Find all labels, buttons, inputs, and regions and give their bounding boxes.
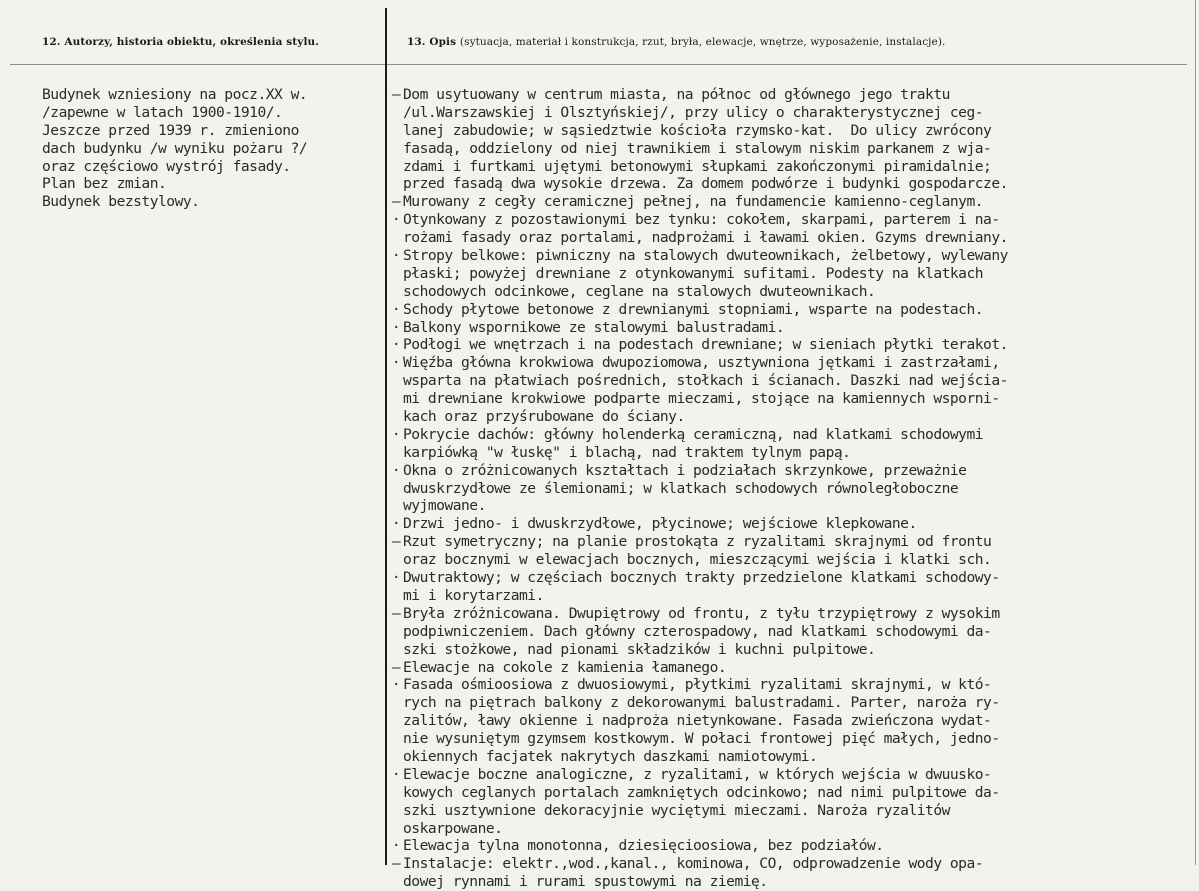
line-marker: · [391,354,401,372]
description-line [389,730,1189,748]
history-line: Budynek bezstylowy. [42,193,200,211]
description-line [389,265,1189,283]
line-marker: · [391,336,401,354]
page-edge [1195,0,1196,865]
line-text: Drzwi jedno- i dwuskrzydłowe, płycinowe; wejściowe klepkowane. [403,515,917,533]
line-marker: · [391,515,401,533]
line-marker: · [391,569,401,587]
header-rule-left [10,64,385,65]
description-line [389,372,1189,390]
line-marker: · [391,318,401,336]
line-text: Dwutraktowy; w częściach bocznych trakty przedzielone klatkami schodowy- [403,569,1000,587]
description-line [389,623,1189,641]
history-line: Budynek wzniesiony na pocz.XX w. [42,86,308,103]
description-line [389,855,1189,873]
description-line [389,480,1189,498]
section-12-number: 12. [42,36,61,48]
line-marker: · [391,676,401,694]
description-line [389,283,1189,301]
line-text: Schody płytowe betonowe z drewnianymi stopniami, wsparte na podestach. [403,300,984,318]
description-line [389,336,1189,354]
line-text: oraz bocznymi w elewacjach bocznych, mieszczącymi wejścia i klatki sch. [403,551,992,569]
line-text: kowych ceglanych portalach zamkniętych odcinkowo; nad nimi pulpitowe da- [403,783,1000,801]
line-text: Balkony wspornikowe ze stalowymi balustradami. [403,318,785,336]
description-line [389,605,1189,623]
history-line: Plan bez zmian. [42,175,167,193]
description-line [389,122,1189,140]
description-line [389,211,1189,229]
line-text: oskarpowane. [403,819,503,837]
section-13-header [407,36,945,48]
line-text: okiennych facjatek nakrytych daszkami namiotowymi. [403,747,818,765]
description-line [389,515,1189,533]
line-marker: — [391,604,401,622]
description-line [389,533,1189,551]
line-marker: · [391,765,401,783]
line-text: rożami fasady oraz portalami, nadprożami i ławami okien. Gzyms drewniany. [403,229,1008,247]
description-line [389,301,1189,319]
description-line [389,408,1189,426]
line-text: Instalacje: elektr.,wod.,kanal., kominowa, CO, odprowadzenie wody opa- [403,855,984,873]
description-line [389,802,1189,820]
section-12-title: Autorzy, historia obiektu, określenia stylu. [64,36,320,48]
line-text: Więźba główna krokwiowa dwupoziomowa, usztywniona jętkami i zastrzałami, [403,354,1000,372]
description-line [389,354,1189,372]
line-text: szki usztywnione dekoracyjnie wyciętymi mieczami. Naroża ryzalitów [403,801,950,819]
line-text: Pokrycie dachów: główny holenderką ceramiczną, nad klatkami schodowymi [403,425,984,443]
description-line [389,140,1189,158]
description-line [389,193,1189,211]
line-text: wsparta na płatwiach pośrednich, stołkach i ścianach. Daszki nad wejścia- [403,372,1008,390]
header-rule-right [387,64,1187,65]
line-text: Fasada ośmioosiowa z dwuosiowymi, płytkimi ryzalitami skrajnymi, w któ- [403,676,992,694]
description-text [389,86,1189,891]
line-marker: · [391,461,401,479]
line-marker: — [391,658,401,676]
line-marker: — [391,86,401,103]
line-text: wyjmowane. [403,497,486,515]
description-line [389,462,1189,480]
line-text: rych na piętrach balkony z dekorowanymi balustradami. Parter, naroża ry- [403,694,1000,712]
description-line [389,587,1189,605]
line-text: szki stożkowe, nad pionami składzików i kuchni pulpitowe. [403,640,876,658]
description-line [389,820,1189,838]
line-text: mi i korytarzami. [403,586,544,604]
line-text: Murowany z cegły ceramicznej pełnej, na fundamencie kamienno-ceglanym. [403,193,984,211]
line-marker: · [391,425,401,443]
line-text: Elewacje na cokole z kamienia łamanego. [403,658,727,676]
line-text: podpiwniczeniem. Dach główny czterospadowy, nad klatkami schodowymi da- [403,622,992,640]
description-line [389,158,1189,176]
line-text: Elewacja tylna monotonna, dziesięcioosiowa, bez podziałów. [403,837,884,855]
column-divider [385,8,387,865]
description-line [389,319,1189,337]
line-text: karpiówką "w łuskę" i blachą, nad traktem tylnym papą. [403,443,851,461]
line-marker: · [391,837,401,855]
description-line [389,712,1189,730]
description-line [389,175,1189,193]
line-marker: · [391,211,401,229]
line-marker: — [391,855,401,873]
description-line [389,569,1189,587]
section-13-title: (sytuacja, materiał i konstrukcja, rzut, bryła, elewacje, wnętrze, wyposażenie, instalacje). [459,36,946,48]
line-text: fasadą, oddzielony od niej trawnikiem i stalowym niskim parkanem z wja- [403,139,992,157]
description-line [389,766,1189,784]
line-text: /ul.Warszawskiej i Olsztyńskiej/, przy ulicy o charakterystycznej ceg- [403,103,984,121]
description-line [389,551,1189,569]
description-line [389,426,1189,444]
description-line [389,676,1189,694]
line-marker: · [391,300,401,318]
section-13-number: 13. Opis [407,36,457,48]
line-text: dwuskrzydłowe ze ślemionami; w klatkach schodowych równoległoboczne [403,479,959,497]
line-marker: — [391,193,401,211]
line-text: zdami i furtkami ujętymi betonowymi słupkami zakończonymi piramidalnie; [403,157,992,175]
line-text: mi drewniane krokwiowe podparte mieczami, stojące na kamiennych wsporni- [403,390,1000,408]
description-line [389,641,1189,659]
line-text: zalitów, ławy okienne i nadproża nietynkowane. Fasada zwieńczona wydat- [403,712,992,730]
line-text: Rzut symetryczny; na planie prostokąta z ryzalitami skrajnymi od frontu [403,533,992,551]
description-line [389,104,1189,122]
line-text: Okna o zróżnicowanych kształtach i podziałach skrzynkowe, przeważnie [403,461,967,479]
line-text: Podłogi we wnętrzach i na podestach drewniane; w sieniach płytki terakot. [403,336,1008,354]
history-line: dach budynku /w wyniku pożaru ?/ [42,139,308,157]
section-12-header [42,36,319,48]
description-line [389,444,1189,462]
line-text: przed fasadą dwa wysokie drzewa. Za domem podwórze i budynki gospodarcze. [403,175,1008,193]
line-text: kach oraz przyśrubowane do ściany. [403,408,685,426]
line-marker: · [391,247,401,265]
description-line [389,748,1189,766]
line-text: nie wysuniętym gzymsem kostkowym. W połaci frontowej pięć małych, jedno- [403,730,1000,748]
line-text: dowej rynnami i rurami spustowymi na ziemię. [403,873,768,891]
history-line: Jeszcze przed 1939 r. zmieniono [42,121,299,139]
line-text: Elewacje boczne analogiczne, z ryzalitami, w których wejścia w dwuusko- [403,765,992,783]
line-text: Stropy belkowe: piwniczny na stalowych dwuteownikach, żelbetowy, wylewany [403,247,1008,265]
description-line [389,390,1189,408]
description-line [389,229,1189,247]
line-text: Dom usytuowany w centrum miasta, na północ od głównego jego traktu [403,86,950,103]
history-line: oraz częściowo wystrój fasady. [42,157,291,175]
line-text: płaski; powyżej drewniane z otynkowanymi sufitami. Podesty na klatkach [403,264,984,282]
description-line [389,86,1189,104]
line-text: lanej zabudowie; w sąsiedztwie kościoła rzymsko-kat. Do ulicy zwrócony [403,121,992,139]
line-text: Otynkowany z pozostawionymi bez tynku: cokołem, skarpami, parterem i na- [403,211,1000,229]
description-line [389,497,1189,515]
line-text: Bryła zróżnicowana. Dwupiętrowy od frontu, z tyłu trzypiętrowy z wysokim [403,604,1000,622]
description-line [389,694,1189,712]
history-text [42,86,307,211]
line-marker: — [391,533,401,551]
history-line: /zapewne w latach 1900-1910/. [42,103,283,121]
line-text: schodowych odcinkowe, ceglane na stalowych dwuteownikach. [403,282,876,300]
description-line [389,784,1189,802]
description-line [389,659,1189,677]
description-line [389,247,1189,265]
description-line [389,837,1189,855]
description-line [389,873,1189,891]
